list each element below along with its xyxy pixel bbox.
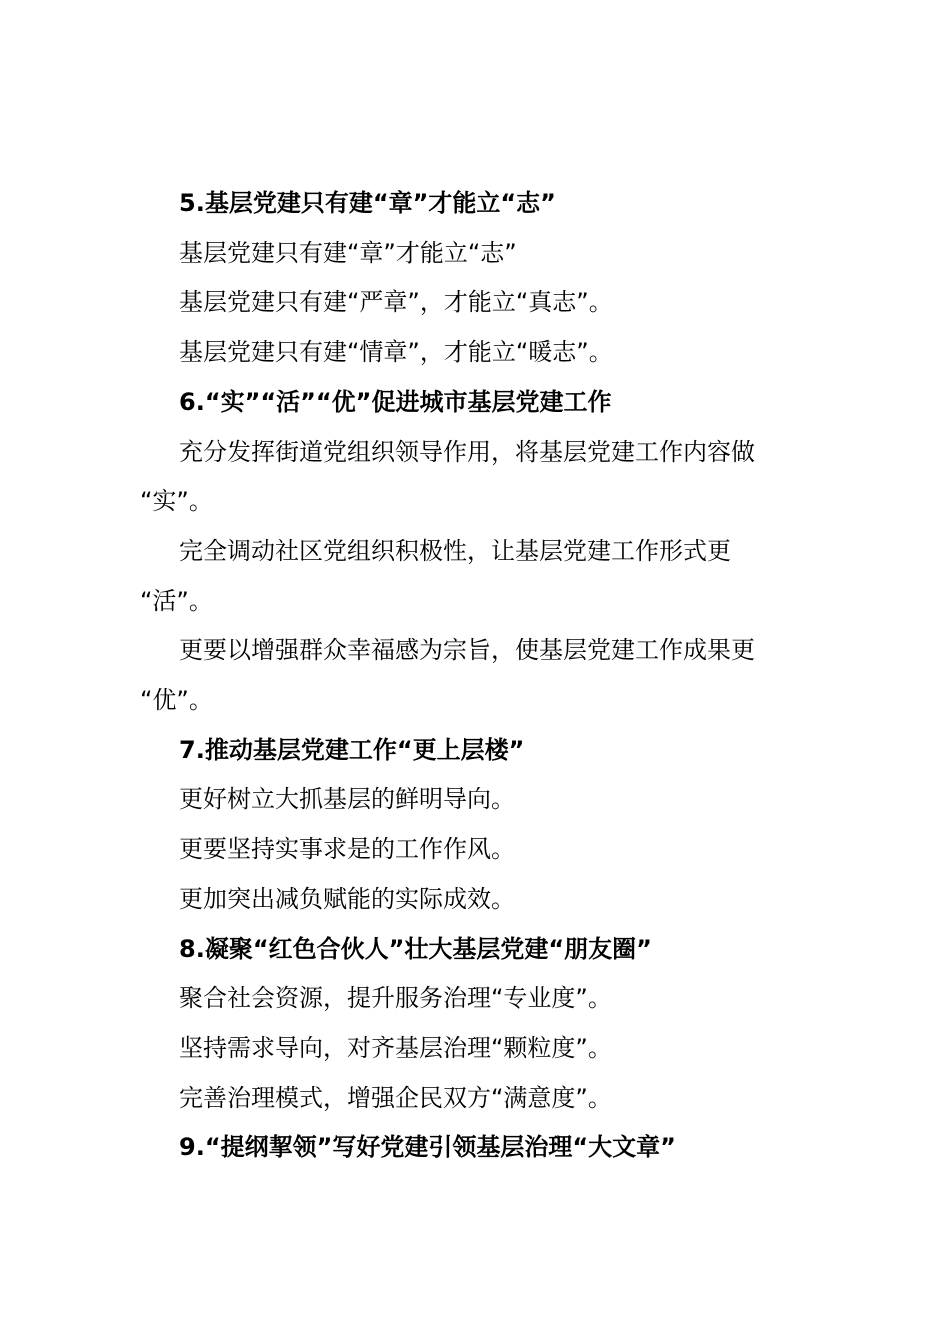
- paragraph-line: 聚合社会资源，提升服务治理“专业度”。: [179, 984, 612, 1013]
- paragraph-line: 更要坚持实事求是的工作作风。: [179, 835, 515, 864]
- paragraph-line: 充分发挥街道党组织领导作用，将基层党建工作内容做: [179, 437, 755, 466]
- paragraph-line: 完全调动社区党组织积极性，让基层党建工作形式更: [179, 536, 731, 565]
- section-heading-8: 8.凝聚“红色合伙人”壮大基层党建“朋友圈”: [179, 934, 652, 963]
- paragraph-line: 坚持需求导向，对齐基层治理“颗粒度”。: [179, 1033, 612, 1062]
- paragraph-continuation: “实”。: [140, 487, 213, 516]
- paragraph-line: 基层党建只有建“严章”，才能立“真志”。: [179, 288, 613, 317]
- paragraph-continuation: “优”。: [140, 686, 213, 715]
- paragraph-line: 更加突出减负赋能的实际成效。: [179, 884, 515, 913]
- section-heading-9: 9.“提纲挈领”写好党建引领基层治理“大文章”: [179, 1133, 676, 1162]
- document-body: [140, 179, 840, 1173]
- paragraph-line: 更要以增强群众幸福感为宗旨，使基层党建工作成果更: [179, 636, 755, 665]
- section-heading-7: 7.推动基层党建工作“更上层楼”: [179, 735, 525, 764]
- section-heading-6: 6.“实”“活”“优”促进城市基层党建工作: [179, 387, 612, 416]
- paragraph-continuation: “活”。: [140, 586, 213, 615]
- paragraph-line: 基层党建只有建“章”才能立“志”: [179, 238, 517, 267]
- section-heading-5: 5.基层党建只有建“章”才能立“志”: [179, 189, 556, 217]
- paragraph-line: 完善治理模式，增强企民双方“满意度”。: [179, 1083, 612, 1112]
- paragraph-line: 基层党建只有建“情章”，才能立“暖志”。: [179, 338, 613, 367]
- paragraph-line: 更好树立大抓基层的鲜明导向。: [179, 785, 515, 814]
